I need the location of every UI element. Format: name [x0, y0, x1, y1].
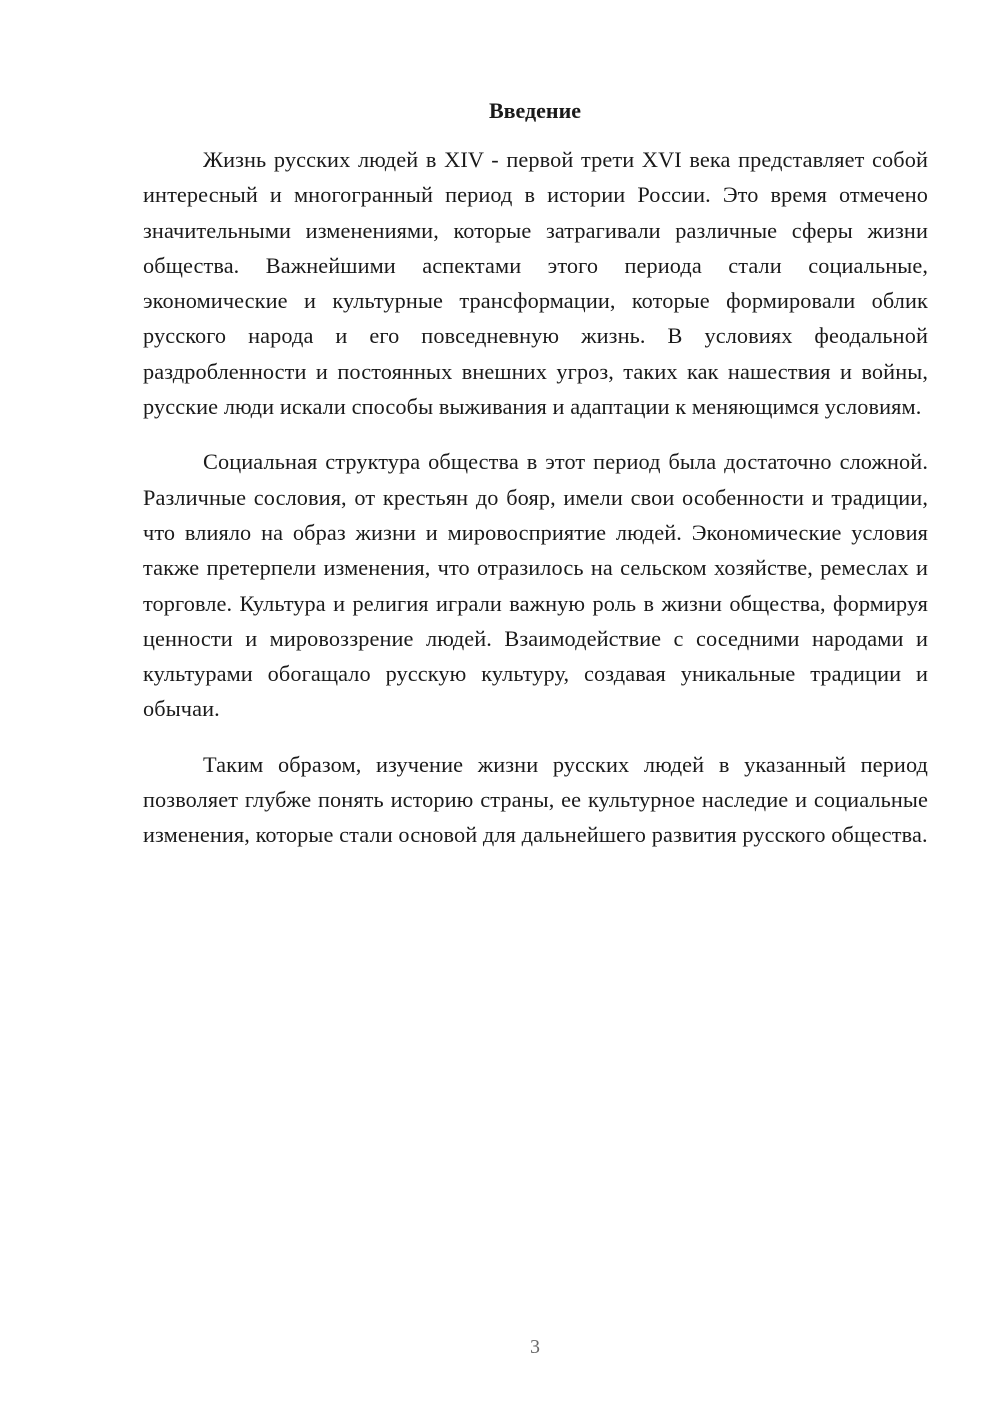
paragraph-3: Таким образом, изучение жизни русских людей в указанный период позволяет глубже понять историю страны, ее культурное наследие и социальные изменения, которые стали основой для дальнейшего развития русского общества. — [143, 751, 928, 848]
paragraph-2: Социальная структура общества в этот период была достаточно сложной. Различные сословия, от крестьян до бояр, имели свои особенности и традиции, что влияло на образ жизни и мировосприятие людей. Экономические условия также претерпели изменения, что отразилось на сельском хозяйстве, ремеслах и торговле. Культура и религия играли важную роль в жизни общества, формируя ценности и мировоззрение людей. Взаимодействие с соседними народами и культурами обогащало русскую культуру, создавая уникальные традиции и обычаи. — [143, 449, 928, 722]
document-body — [143, 142, 928, 853]
paragraph-1: Жизнь русских людей в XIV - первой трети XVI века представляет собой интересный и многогранный период в истории России. Это время отмечено значительными изменениями, которые затрагивали различные сферы жизни общества. Важнейшими аспектами этого периода стали социальные, экономические и культурные трансформации, которые формировали облик русского народа и его повседневную жизнь. В условиях феодальной раздробленности и постоянных внешних угроз, таких как нашествия и войны, русские люди искали способы выживания и адаптации к меняющимся условиям. — [143, 147, 928, 420]
page-number: 3 — [530, 1336, 540, 1358]
page-title: Введение — [488, 98, 582, 123]
